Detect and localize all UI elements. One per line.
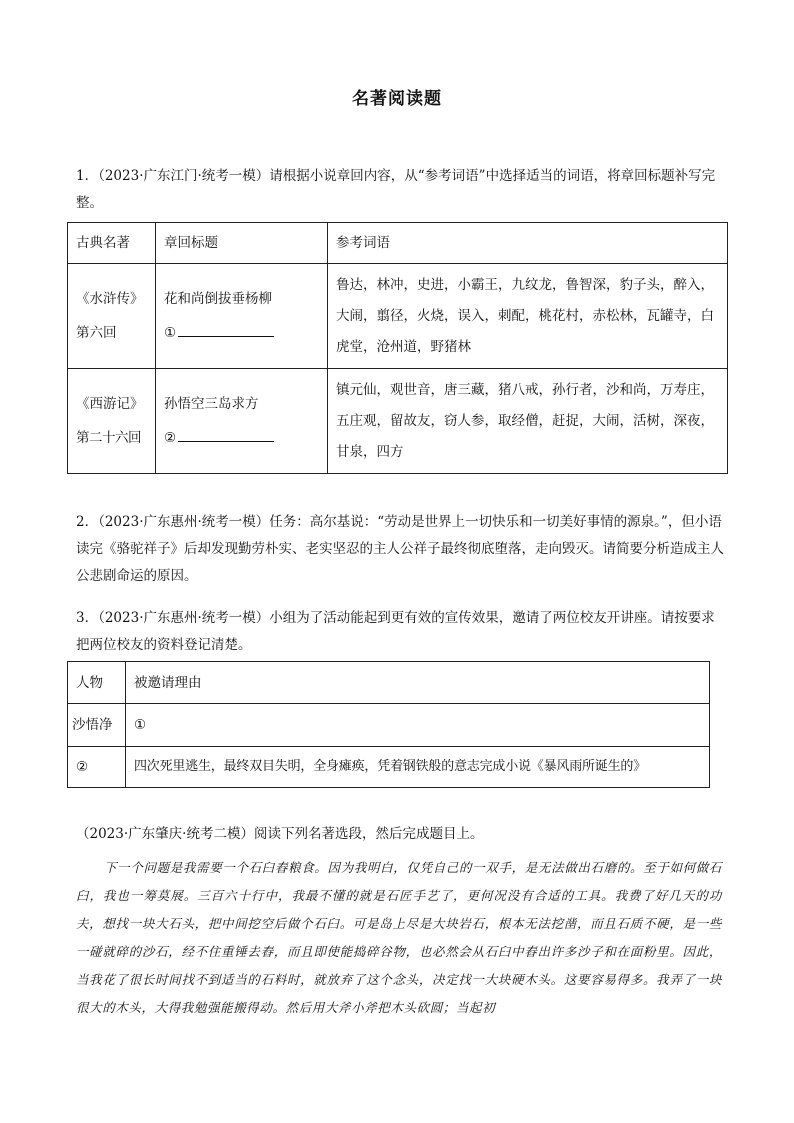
chapter-title-text: 孙悟空三岛求方 xyxy=(164,396,259,412)
header-cell: 章回标题 xyxy=(156,223,328,264)
person-cell: 沙悟净 xyxy=(68,704,126,747)
person-cell-blank[interactable]: ② xyxy=(68,747,126,788)
chapter-number: 第六回 xyxy=(76,325,117,341)
question-1-text: 1．（2023·广东江门·统考一模）请根据小说章回内容，从“参考词语”中选择适当的词语，将章回标题补写完整。 xyxy=(76,168,716,211)
table-row xyxy=(68,747,710,788)
table-header-row xyxy=(68,223,728,264)
question-2-text: 2．（2023·广东惠州·统考一模）任务：高尔基说：“劳动是世界上一切快乐和一切美好事情的源泉。”，但小语读完《骆驼祥子》后却发现勤劳朴实、老实坚忍的主人公祥子最终彻底堕落，走向毁灭。请简要分析造成主人公悲剧命运的原因。 xyxy=(76,514,724,584)
table-row xyxy=(68,264,728,369)
blank-marker: ② xyxy=(164,430,177,446)
page-title: 名著阅读题 xyxy=(352,89,442,109)
question-1-table xyxy=(67,222,728,474)
reason-cell: 四次死里逃生，最终双目失明，全身瘫痪，凭着钢铁般的意志完成小说《暴风雨所诞生的》 xyxy=(126,747,710,788)
chapter-title-text: 花和尚倒拔垂杨柳 xyxy=(164,291,272,307)
book-cell xyxy=(68,369,156,474)
question-3-text: 3．（2023·广东惠州·统考一模）小组为了活动能起到更有效的宣传效果，邀请了两位校友开讲座。请按要求把两位校友的资料登记清楚。 xyxy=(76,610,715,653)
header-cell: 参考词语 xyxy=(328,223,728,264)
chapter-number: 第二十六回 xyxy=(76,430,141,446)
header-cell: 人物 xyxy=(68,662,126,704)
answer-blank-2[interactable] xyxy=(164,421,319,455)
table-row xyxy=(68,704,710,747)
blank-line xyxy=(178,322,274,337)
table-header-row xyxy=(68,662,710,704)
blank-line xyxy=(178,427,274,442)
reading-passage: 下一个问题是我需要一个石臼舂粮食。因为我明白，仅凭自己的一双手，是无法做出石磨的。至于如何做石臼，我也一筹莫展。三百六十行中，我最不懂的就是石匠手艺了，更何况没有合适的工具。我费了好几天的功夫，想找一块大石头，把中间挖空后做个石臼。可是岛上尽是大块岩石，根本无法挖凿，而且石质不硬，是一些一碰就碎的沙石，经不住重锤去舂，而且即使能捣碎谷物，也必然会从石臼中舂出许多沙子和在面粉里。因此，当我花了很长时间找不到适当的石料时，就放弃了这个念头，决定找一大块硬木头。这要容易得多。我弄了一块很大的木头，大得我勉强能搬得动。然后用大斧小斧把木头砍圆；当起初 xyxy=(76,860,722,1015)
blank-marker: ① xyxy=(164,325,177,341)
chapter-title-cell xyxy=(156,264,328,369)
table-row xyxy=(68,369,728,474)
reference-words-cell: 鲁达，林冲，史进，小霸王，九纹龙，鲁智深，豹子头，醉入，大闹，翦径，火烧，误入，刺配，桃花村，赤松林，瓦罐寺，白虎堂，沧州道，野猪林 xyxy=(328,264,728,369)
answer-blank-1[interactable] xyxy=(164,316,319,350)
question-4-intro: （2023·广东肇庆·统考二模）阅读下列名著选段，然后完成题目上。 xyxy=(76,826,484,842)
book-cell xyxy=(68,264,156,369)
reference-words-cell: 镇元仙，观世音，唐三藏，猪八戒，孙行者，沙和尚，万寿庄，五庄观，留故友，窃人参，取经僧，赶捉，大闹，活树，深夜，甘泉，四方 xyxy=(328,369,728,474)
reason-cell-blank[interactable]: ① xyxy=(126,704,710,747)
chapter-title-cell xyxy=(156,369,328,474)
book-name: 《水浒传》 xyxy=(76,291,144,307)
question-3-table xyxy=(67,661,710,788)
book-name: 《西游记》 xyxy=(76,396,144,412)
header-cell: 古典名著 xyxy=(68,223,156,264)
header-cell: 被邀请理由 xyxy=(126,662,710,704)
